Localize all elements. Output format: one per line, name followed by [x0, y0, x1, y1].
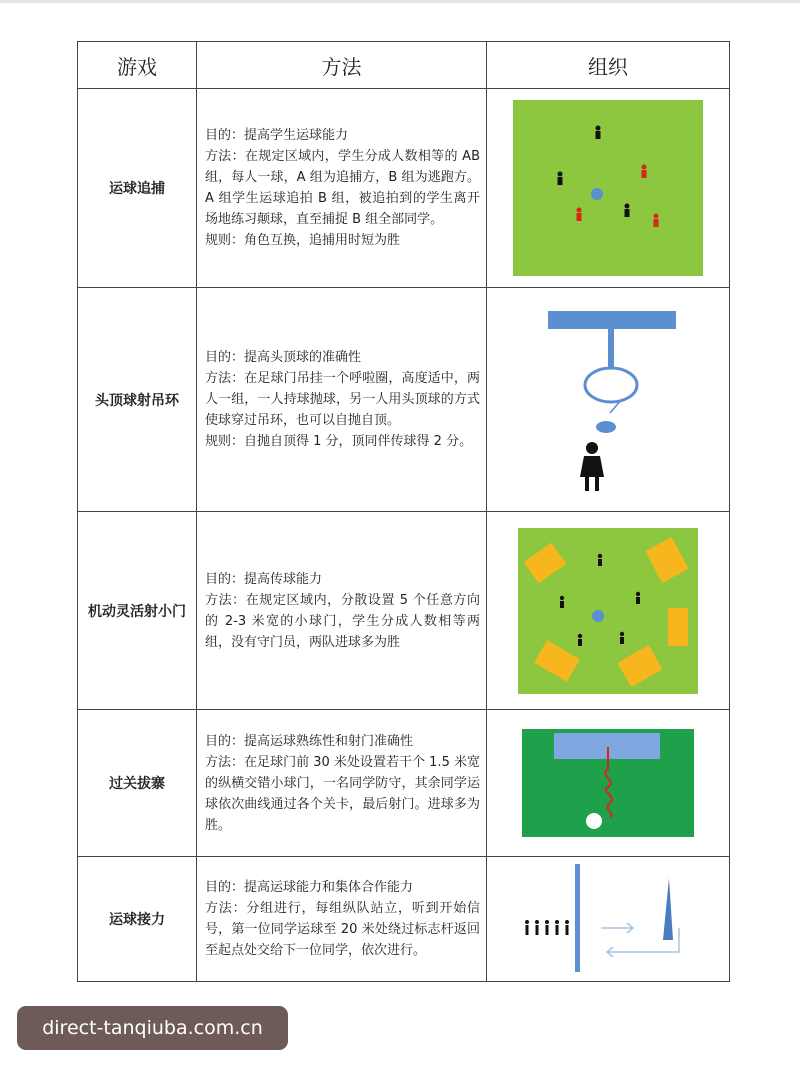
- player-icon: [636, 591, 640, 603]
- method-goal: 目的：提高传球能力: [205, 571, 323, 587]
- hanging-rope: [608, 329, 614, 369]
- method-goal: 目的：提高头顶球的准确性: [205, 350, 362, 365]
- method-rule: 规则：角色互换，追捕用时短为胜: [205, 233, 401, 248]
- header-row: [78, 42, 730, 89]
- chase-field-diagram: [513, 100, 703, 276]
- player-icon: [558, 172, 563, 186]
- top-divider: [0, 0, 800, 3]
- player-icon: [565, 920, 569, 935]
- player-icon: [560, 595, 564, 607]
- table-row: [78, 710, 730, 857]
- method-desc: 方法：在足球门前 30 米处设置若干个 1.5 米宽的纵横交错小球门，一名同学防守，其余同学运球依次曲线通过各个关卡，最后射门。进球多为胜。: [205, 754, 480, 833]
- game-method: [197, 288, 487, 512]
- table-row: [78, 512, 730, 710]
- game-method: [197, 857, 487, 982]
- header-game: 游戏: [78, 42, 197, 89]
- org-diagram: [487, 710, 730, 857]
- method-desc: 方法：在规定区域内，分散设置 5 个任意方向的 2-3 米宽的小球门，学生分成人数相等两组，没有守门员，两队进球多为胜: [205, 592, 480, 650]
- org-diagram: [487, 857, 730, 982]
- player-icon: [525, 920, 529, 935]
- method-goal: 目的：提高运球熟练性和射门准确性: [205, 733, 414, 749]
- org-diagram: [487, 89, 730, 288]
- ball-icon: [586, 813, 602, 829]
- relay-diagram: [523, 864, 693, 974]
- method-goal: 目的：提高运球能力和集体合作能力: [205, 880, 414, 895]
- org-diagram: [487, 512, 730, 710]
- field: [513, 100, 703, 276]
- player-red-icon: [654, 214, 659, 228]
- dribble-shoot-diagram: [522, 729, 694, 837]
- player-icon: [578, 633, 582, 645]
- table-row: [78, 89, 730, 288]
- team-column: [525, 920, 569, 935]
- header-organization: 组织: [487, 42, 730, 89]
- player-red-icon: [577, 208, 582, 222]
- player-icon: [596, 126, 601, 140]
- player-icon: [545, 920, 549, 935]
- player-red-icon: [642, 165, 647, 179]
- game-name: 过关拔寨: [78, 710, 197, 857]
- method-desc: 方法：分组进行，每组纵队站立，听到开始信号，第一位同学运球至 20 米处绕过标志杆返回至起点处交给下一位同学，依次进行。: [205, 901, 480, 958]
- small-goal: [668, 608, 688, 646]
- person-icon: [580, 442, 604, 491]
- games-table: [77, 41, 730, 982]
- table-row: [78, 288, 730, 512]
- table-row: [78, 857, 730, 982]
- method-desc: 方法：在足球门吊挂一个呼啦圈，高度适中，两人一组，一人持球抛球，另一人用头顶球的方式使球穿过吊环，也可以自抛自顶。: [205, 371, 480, 428]
- game-name: 运球追捕: [78, 89, 197, 288]
- game-method: [197, 89, 487, 288]
- header-ring-diagram: [538, 305, 678, 495]
- player-icon: [535, 920, 539, 935]
- ball-icon: [596, 421, 616, 433]
- game-name: 头顶球射吊环: [78, 288, 197, 512]
- player-icon: [625, 204, 630, 218]
- game-method: [197, 710, 487, 857]
- player-icon: [620, 631, 624, 643]
- header-method: 方法: [197, 42, 487, 89]
- player-icon: [598, 553, 602, 565]
- ball-icon: [591, 188, 603, 200]
- player-icon: [555, 920, 559, 935]
- forward-arrow: [601, 923, 633, 933]
- watermark-label: direct-tanqiuba.com.cn: [17, 1006, 288, 1050]
- start-line: [575, 864, 580, 972]
- game-name: 机动灵活射小门: [78, 512, 197, 710]
- marker-pole-icon: [663, 878, 673, 940]
- game-name: 运球接力: [78, 857, 197, 982]
- game-method: [197, 512, 487, 710]
- org-diagram: [487, 288, 730, 512]
- method-rule: 规则：自抛自顶得 1 分，顶同伴传球得 2 分。: [205, 434, 473, 449]
- small-goals-diagram: [518, 528, 698, 694]
- goal-crossbar: [548, 311, 676, 329]
- hoop-icon: [585, 368, 637, 402]
- ball-icon: [592, 610, 604, 622]
- method-desc: 方法：在规定区域内，学生分成人数相等的 AB 组，每人一球，A 组为追捕方，B 组为逃跑方。A 组学生运球追拍 B 组，被追拍到的学生离开场地练习颠球，直至捕捉 B 组全部同学。: [205, 149, 480, 227]
- method-goal: 目的：提高学生运球能力: [205, 128, 349, 143]
